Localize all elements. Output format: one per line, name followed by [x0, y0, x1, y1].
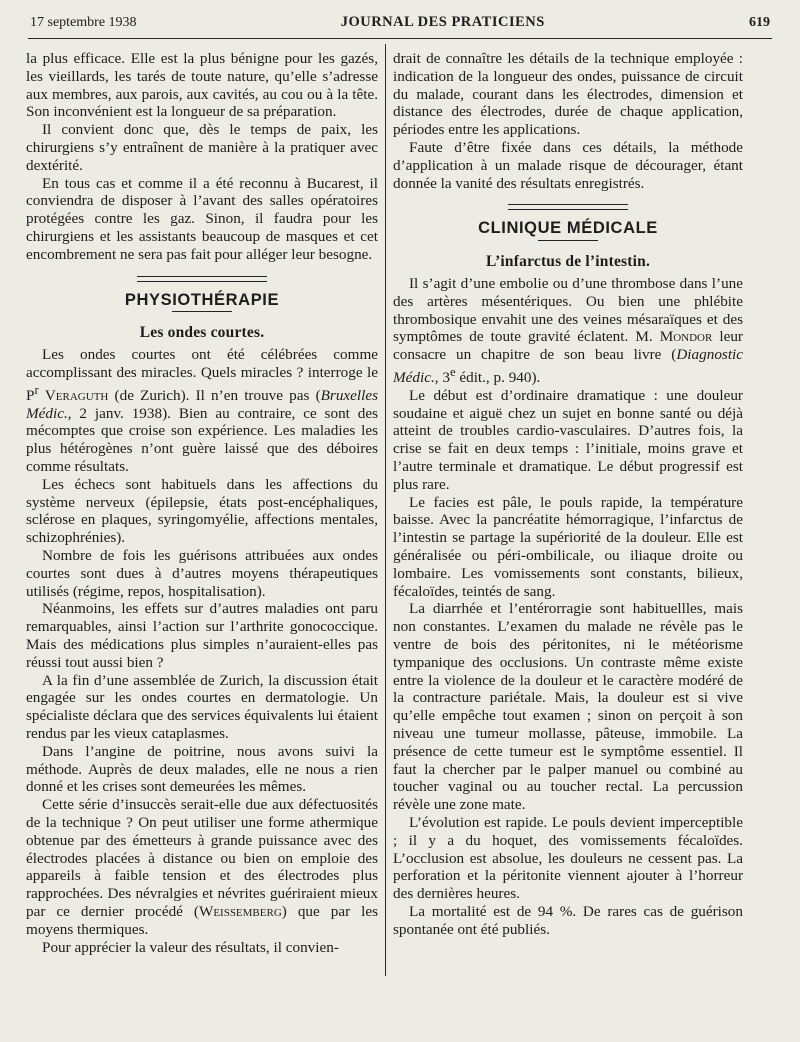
heading-underline [172, 311, 232, 312]
text: , 2 janv. 1938). Bien au contraire, ce sont des mécomptes que croise son expérience. Les maladies les plus hétérogènes n’ont guère laissé que des déboires comme résultats. [26, 404, 378, 475]
text: , 3 [434, 369, 450, 387]
paragraph: Pour apprécier la valeur des résultats, il convien- [42, 938, 339, 956]
author-name: Veraguth [44, 386, 109, 404]
paragraph: En tous cas et comme il a été reconnu à Bucarest, il conviendra de disposer à l’avant des salles opératoires protégées contre les gaz. Sinon, il faudra pour les chirurgiens et les assistants beaucoup de masques et cet encombrement ne sera pas fait pour alléger leur besogne. [26, 174, 378, 263]
author-name: Weissemberg [198, 902, 282, 920]
text: leur consacre un chapitre de son beau livre ( [393, 328, 743, 364]
paragraph: Le facies est pâle, le pouls rapide, la température baisse. Avec la pancréatite hémorragique, l’infarctus de l’intestin se partage la supériorité de la douleur. Elle est généralisée ou péri-ombilicale, ou iliaque droite ou lombaire. Les vomissements sont constants, bilieux, fécaloïdes, teintés de sang. [393, 493, 743, 600]
paragraph: Faute d’être fixée dans ces détails, la méthode d’application à un malade risque de décourager, étant donnée la vanité des résultats enregistrés. [393, 138, 743, 192]
paragraph [26, 796, 378, 938]
paragraph: L’évolution est rapide. Le pouls devient imperceptible ; il y a du hoquet, des vomissements fécaloïdes. L’occlusion est absolue, les douleurs ne cessent pas. La perforation et la péritonite viennent ajouter à l’horreur des dernières heures. [393, 813, 743, 903]
heading-underline [538, 240, 598, 241]
paragraph [26, 346, 378, 476]
text: Les ondes courtes ont été célébrées comme accomplissant des miracles. Quels miracles ? interroge le P [26, 346, 378, 404]
header-date: 17 septembre 1938 [30, 15, 137, 30]
section-separator [508, 204, 628, 210]
journal-reference: Bruxelles Médic. [26, 386, 378, 422]
paragraph: Il convient donc que, dès le temps de paix, les chirurgiens s’y entraînent de manière à la pratiquer avec dextérité. [26, 121, 378, 174]
paragraph: La diarrhée et l’entérorragie sont habituellles, mais non constantes. L’examen du malade ne révèle pas le ventre de bois des péritonites, ni le météorisme tympanique des occlusions. Un contraste même existe entre la violence de la douleur et le caractère modéré de la contracture pariétale. Mais, la douleur est si vive qu’elle empêche tout examen ; sinon on perçoit à son niveau une tumeur mollasse, pâteuse, immobile. La présence de cette tumeur est le symptôme essentiel. Il faut la chercher par le palper manuel ou combiné au toucher vaginal ou au toucher rectal. La percussion révèle une zone mate. [393, 600, 743, 814]
section-heading: CLINIQUE MÉDICALE [478, 219, 658, 238]
section-heading: PHYSIOTHÉRAPIE [124, 290, 280, 309]
column-divider [385, 44, 386, 976]
paragraph: drait de connaître les détails de la technique employée : indication de la longueur des ondes, puissance de circuit du malade, courant dans les électrodes, dimension et distance des électrodes, durée de chaque application, périodes entre les applications. [393, 50, 743, 139]
article-title: Les ondes courtes. [139, 324, 265, 342]
section-separator [137, 276, 267, 282]
text: ) que par les moyens thermiques. [26, 902, 379, 938]
text: Il s’agit d’une embolie ou d’une thrombose dans l’une des artères mésentériques. Ou bien une phlébite thrombosique envahit une des veines mésaraïques et des symptômes de toute gravité éclatent. M. [393, 274, 743, 346]
article-title: L’infarctus de l’intestin. [485, 253, 651, 271]
paragraph: Néanmoins, les effets sur d’autres maladies ont paru remarquables, ainsi l’action sur l’arthrite gonococcique. Mais des médications plus simples n’auraient-elles pas réussi tout aussi bien ? [26, 600, 378, 671]
superscript: e [449, 364, 456, 379]
paragraph: La mortalité est de 94 %. De rares cas de guérison spontanée ont été publiés. [393, 902, 743, 938]
paragraph: Le début est d’ordinaire dramatique : une douleur soudaine et aiguë chez un sujet en bonne santé ou déjà atteint de troubles cardio-vasculaires. D’autres fois, la crise se fait en deux temps : l’initiale, moins grave et l’autre terminale et dramatique. Le début progressif est plus rare. [393, 386, 743, 493]
header-rule [28, 38, 772, 39]
paragraph: A la fin d’une assemblée de Zurich, la discussion était engagée sur les ondes courtes en dermatologie. Un spécialiste déclara que des services équivalents lui étaient rendus par les vieux cataplasmes. [26, 671, 378, 742]
superscript: r [34, 382, 39, 397]
author-name: Mondor [659, 328, 713, 346]
text: (de Zurich). Il n’en trouve pas ( [108, 386, 321, 404]
paragraph: Dans l’angine de poitrine, nous avons suivi la méthode. Auprès de deux malades, elle ne nous a rien donné et les crises sont demeurées les mêmes. [26, 742, 378, 796]
paragraph: Les échecs sont habituels dans les affections du système nerveux (épilepsie, états post-encéphaliques, sclérose en plaques, syringomyélie, affections mentales, schizophrénies). [26, 475, 378, 547]
left-column [26, 50, 378, 956]
header-journal-title: JOURNAL DES PRATICIENS [340, 14, 545, 30]
header-page-number: 619 [748, 15, 770, 30]
text: Cette série d’insuccès serait-elle due aux défectuosités de la technique ? On peut utiliser une forme athermique obtenue par des émetteurs à grande puissance avec des électrodes placées à distance ou bien on emploie des appareils à faible tension et des électrodes plus rapprochées. Des névralgies et névrites guériraient mieux par ce dernier procédé ( [26, 796, 378, 920]
text: édit., p. 940). [455, 369, 541, 387]
journal-reference: Diagnostic Médic. [393, 346, 743, 387]
right-column [393, 50, 743, 939]
paragraph: Nombre de fois les guérisons attribuées aux ondes courtes sont dues à d’autres moyens thérapeutiques utilisés (régime, repos, hospitalisation). [26, 546, 378, 600]
paragraph [393, 275, 743, 387]
paragraph: la plus efficace. Elle est la plus bénigne pour les gazés, les vieillards, les tarés de toute nature, qu’elle s’adresse aux membres, aux parois, aux cavités, au cou ou à la tête. Son inconvénient est la longueur de sa préparation. [26, 50, 378, 121]
running-header [30, 14, 770, 36]
